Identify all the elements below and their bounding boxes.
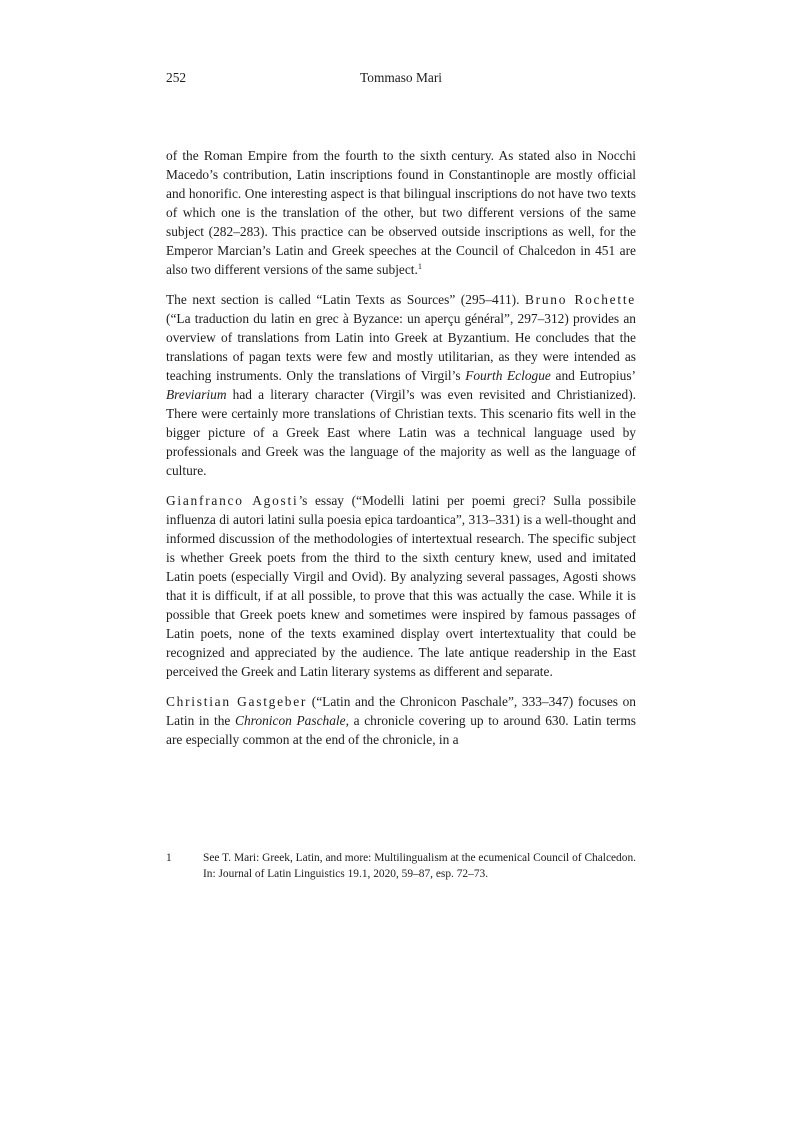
running-head: Tommaso Mari — [360, 70, 442, 85]
paragraph — [166, 146, 636, 279]
text-segment-sup: 1 — [417, 262, 423, 272]
text-segment-spaced: Bruno Rochette — [524, 292, 636, 307]
text-segment: The next section is called “Latin Texts as Sources” (295–411). — [166, 292, 525, 307]
text-segment-italic: Breviarium — [166, 387, 227, 402]
page-header — [166, 70, 636, 88]
text-segment-italic: Chronicon Paschale — [235, 713, 346, 728]
page-number: 252 — [166, 70, 187, 85]
text-segment: had a literary character (Virgil’s was even revisited and Christianized). There were certainly more translations of Christian texts. This scenario fits well in the bigger picture of a Greek East where Latin was a technical language used by professionals and Greek was the language of the majority as well as the language of culture. — [166, 387, 636, 478]
paragraph — [166, 290, 636, 480]
text-segment-italic: Fourth Eclogue — [465, 368, 551, 383]
text-segment: See T. Mari: Greek, Latin, and more: Multilingualism at the ecumenical Council of Chalcedon. In: Journal of Latin Linguistics 19.1, 2020, 59–87, esp. 72–73. — [203, 852, 636, 880]
paragraph — [166, 692, 636, 749]
paragraph — [166, 491, 636, 681]
footnote-number: 1 — [166, 852, 172, 864]
body-text — [166, 146, 636, 760]
footnote-text — [203, 851, 636, 883]
text-segment-spaced: Christian Gastgeber — [166, 694, 308, 709]
text-segment: (“La traduction du latin en grec à Byzance: un aperçu général”, 297–312) provides an overview of translations from Latin into Greek at Byzantium. He concludes that the translations of pagan texts were few and mostly utilitarian, as they were intended as teaching instruments. Only the translations of Virgil’s — [166, 311, 636, 383]
text-segment: of the Roman Empire from the fourth to the sixth century. As stated also in Nocchi Macedo’s contribution, Latin inscriptions found in Constantinople are mostly official and honorific. One interesting aspect is that bilingual inscriptions do not have two texts of which one is the translation of the other, but two different versions of the same subject (282–283). This practice can be observed outside inscriptions as well, for the Emperor Marcian’s Latin and Greek speeches at the Council of Chalcedon in 451 are also two different versions of the same subject. — [166, 148, 636, 277]
text-segment: (“Latin and the Chronicon Paschale”, 333–347) focuses on Latin in the — [166, 694, 636, 728]
footnote — [166, 851, 636, 883]
text-segment: ’s essay (“Modelli latini per poemi greci? Sulla possibile influenza di autori latini sulla poesia epica tardoantica”, 313–331) is a well-thought and informed discussion of the methodologies of intertextual research. The specific subject is whether Greek poets from the third to the sixth century knew, used and imitated Latin poets (especially Virgil and Ovid). By analyzing several passages, Agosti shows that it is difficult, if at all possible, to prove that this was actually the case. While it is possible that Greek poets knew and sometimes were inspired by famous passages of Latin poets, none of the texts examined display overt intertextuality that could be recognized and appreciated by the audience. The late antique readership in the East perceived the Greek and Latin literary systems as different and separate. — [166, 493, 637, 679]
text-segment: and Eutropius’ — [550, 368, 636, 383]
footnote-section — [166, 851, 636, 883]
text-segment: , a chronicle covering up to around 630. Latin terms are especially common at the end of the chronicle, in a — [166, 713, 636, 747]
text-segment-spaced: Gianfranco Agosti — [166, 493, 299, 508]
